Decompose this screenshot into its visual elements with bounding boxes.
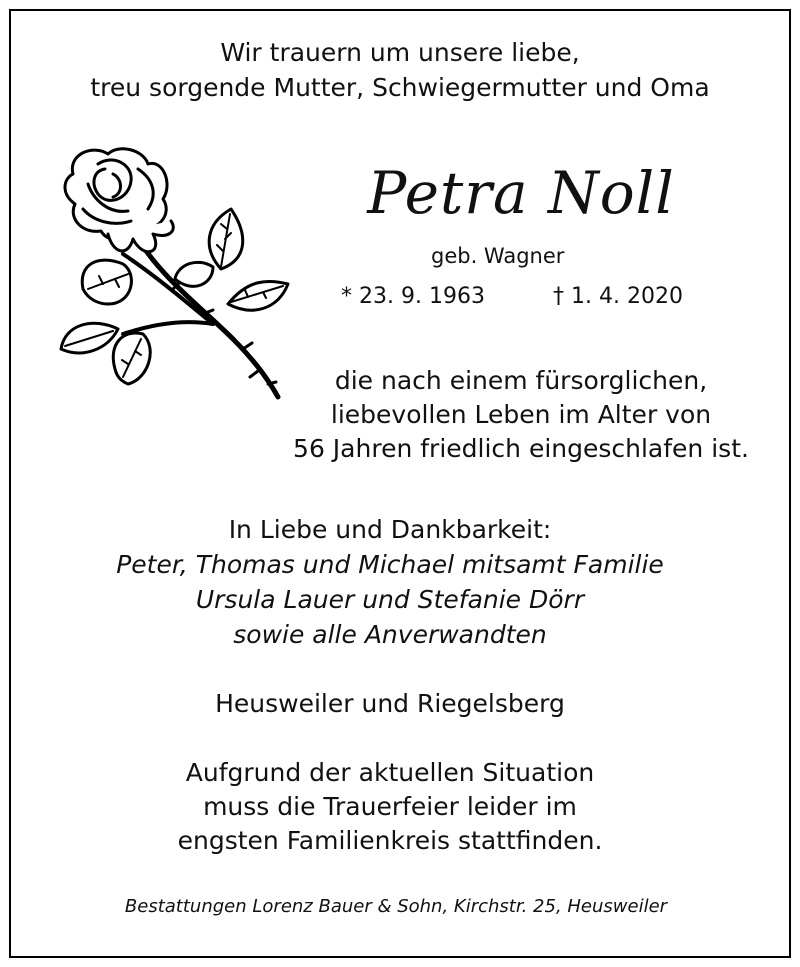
deceased-name: Petra Noll [367, 159, 675, 227]
mourners-line-1: Peter, Thomas und Michael mitsamt Familie [116, 550, 664, 579]
mourners-heading: In Liebe und Dankbarkeit: [228, 515, 552, 544]
location: Heusweiler und Riegelsberg [215, 689, 565, 718]
notice-line-1: Aufgrund der aktuellen Situation [185, 758, 595, 787]
intro-line-2: treu sorgende Mutter, Schwiegermutter und Oma [90, 73, 710, 102]
death-date: † 1. 4. 2020 [553, 284, 683, 309]
description-line-3: 56 Jahren friedlich eingeschlafen ist. [293, 434, 749, 463]
rose-icon [53, 139, 293, 409]
mourners-line-2: Ursula Lauer und Stefanie Dörr [195, 585, 585, 614]
mourners-line-3: sowie alle Anverwandten [233, 620, 547, 649]
born-name: geb. Wagner [431, 244, 565, 268]
birth-date: * 23. 9. 1963 [341, 284, 485, 309]
obituary-notice [9, 9, 791, 958]
description-line-2: liebevollen Leben im Alter von [330, 400, 712, 429]
notice-line-2: muss die Trauerfeier leider im [203, 792, 577, 821]
notice-line-3: engsten Familienkreis stattfinden. [177, 826, 603, 855]
description-line-1: die nach einem fürsorglichen, [334, 366, 708, 395]
intro-line-1: Wir trauern um unsere liebe, [220, 38, 580, 67]
funeral-home-footer: Bestattungen Lorenz Bauer & Sohn, Kirchstr. 25, Heusweiler [124, 896, 668, 917]
